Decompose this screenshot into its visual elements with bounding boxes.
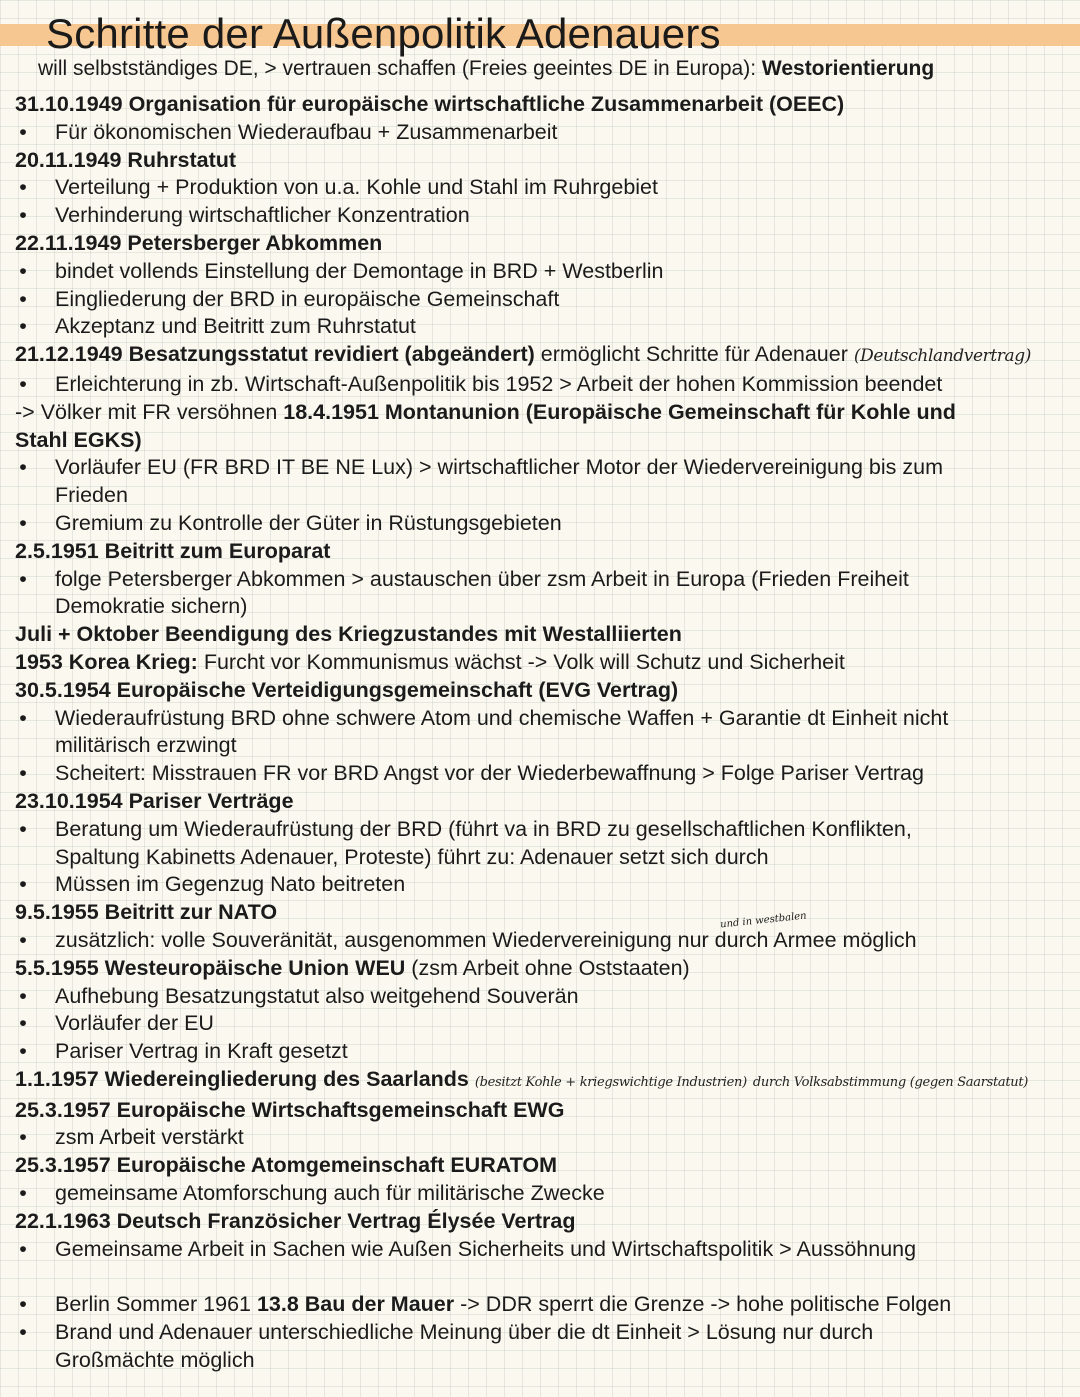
- bullet-icon: •: [19, 203, 27, 228]
- entry-heading-ewg: 25.3.1957 Europäische Wirtschaftsgemeinschaft EWG: [15, 1097, 565, 1122]
- list-item: • Für ökonomischen Wiederaufbau + Zusammenarbeit: [15, 119, 1065, 147]
- list-item: • Eingliederung der BRD in europäische Gemeinschaft: [15, 286, 1065, 314]
- list-item: • Vorläufer EU (FR BRD IT BE NE Lux) > wirtschaftlicher Motor der Wiedervereinigung bis zum Frieden: [15, 454, 1065, 510]
- entry-heading-saarland: 1.1.1957 Wiedereingliederung des Saarlands (besitzt Kohle + kriegswichtige Industrien) durch Volksabstimmung (gegen Saarstatut): [15, 1066, 1029, 1091]
- entry-heading-besatzungsstatut: 21.12.1949 Besatzungsstatut revidiert (abgeändert) ermöglicht Schritte für Adenauer (Deutschlandvertrag): [15, 342, 1031, 367]
- bullet-icon: •: [19, 510, 27, 535]
- list-item: • Berlin Sommer 1961 13.8 Bau der Mauer -> DDR sperrt die Grenze -> hohe politische Folgen: [15, 1291, 1065, 1319]
- list-item: • zusätzlich: volle Souveränität, ausgenommen Wiedervereinigung nur durch Armee möglich und in westbalen: [15, 927, 1065, 955]
- entry-heading-pariser-vertraege: 23.10.1954 Pariser Verträge: [15, 788, 294, 813]
- subtitle-text: will selbstständiges DE, > vertrauen schaffen (Freies geeintes DE in Europa):: [38, 57, 762, 80]
- bullet-icon: •: [19, 705, 27, 730]
- entry-heading-weu: 5.5.1955 Westeuropäische Union WEU (zsm Arbeit ohne Oststaaten): [15, 955, 690, 980]
- bullet-icon: •: [19, 816, 27, 841]
- subtitle-keyword: Westorientierung: [761, 57, 935, 80]
- bullet-icon: •: [19, 1320, 27, 1345]
- handwritten-note: und in westbalen: [719, 910, 808, 931]
- bullet-icon: •: [19, 455, 27, 480]
- entry-heading-oeec: 31.10.1949 Organisation für europäische wirtschaftliche Zusammenarbeit (OEEC): [15, 92, 845, 116]
- bullet-icon: •: [19, 566, 27, 591]
- bullet-icon: •: [19, 1181, 27, 1206]
- list-item: • Verteilung + Produktion von u.a. Kohle und Stahl im Ruhrgebiet: [15, 174, 1065, 202]
- bullet-icon: •: [19, 1039, 27, 1064]
- subtitle: [38, 55, 934, 83]
- spacer: [15, 1263, 1065, 1291]
- handwritten-note: (besitzt Kohle + kriegswichtige Industrien): [474, 1074, 747, 1090]
- entry-heading-montanunion: -> Völker mit FR versöhnen 18.4.1951 Montanunion (Europäische Gemeinschaft für Kohle und: [15, 399, 956, 424]
- list-item: • Gemeinsame Arbeit in Sachen wie Außen Sicherheits und Wirtschaftspolitik > Aussöhnung: [15, 1236, 1065, 1264]
- bullet-icon: •: [19, 119, 27, 144]
- list-item: • Gremium zu Kontrolle der Güter in Rüstungsgebieten: [15, 510, 1065, 538]
- entry-heading-elysee: 22.1.1963 Deutsch Französicher Vertrag Élysée Vertrag: [15, 1208, 576, 1233]
- list-item: • Wiederaufrüstung BRD ohne schwere Atom und chemische Waffen + Garantie dt Einheit nicht militärisch erzwingt: [15, 705, 1065, 761]
- entry-heading-ruhrstatut: 20.11.1949 Ruhrstatut: [15, 147, 237, 172]
- list-item: • Scheitert: Misstrauen FR vor BRD Angst vor der Wiederbewaffnung > Folge Pariser Vertrag: [15, 760, 1065, 788]
- entry-heading-europarat: 2.5.1951 Beitritt zum Europarat: [15, 538, 331, 563]
- list-item: • Vorläufer der EU: [15, 1010, 1065, 1038]
- list-item: • gemeinsame Atomforschung auch für militärische Zwecke: [15, 1180, 1065, 1208]
- entry-heading-montanunion-cont: Stahl EGKS): [15, 427, 142, 452]
- bullet-icon: •: [19, 286, 27, 311]
- entry-heading-evg: 30.5.1954 Europäische Verteidigungsgemeinschaft (EVG Vertrag): [15, 677, 679, 702]
- list-item: • Brand und Adenauer unterschiedliche Meinung über die dt Einheit > Lösung nur durch Großmächte möglich: [15, 1319, 1065, 1375]
- entry-heading-kriegszustand: Juli + Oktober Beendigung des Kriegzustandes mit Westalliierten: [15, 622, 682, 647]
- bullet-icon: •: [19, 1125, 27, 1150]
- entry-heading-euratom: 25.3.1957 Europäische Atomgemeinschaft EURATOM: [15, 1153, 558, 1178]
- entry-heading-korea: 1953 Korea Krieg: Furcht vor Kommunismus wächst -> Volk will Schutz und Sicherheit: [15, 649, 845, 674]
- list-item: • folge Petersberger Abkommen > austauschen über zsm Arbeit in Europa (Frieden Freiheit Demokratie sichern): [15, 566, 1065, 622]
- entry-heading-petersberger: 22.11.1949 Petersberger Abkommen: [15, 230, 383, 255]
- bullet-icon: •: [19, 175, 27, 200]
- list-item: • bindet vollends Einstellung der Demontage in BRD + Westberlin: [15, 258, 1065, 286]
- entry-heading-nato: 9.5.1955 Beitritt zur NATO: [15, 900, 278, 925]
- handwritten-note: (Deutschlandvertrag): [853, 346, 1031, 367]
- bullet-icon: •: [19, 258, 27, 283]
- list-item: • Akzeptanz und Beitritt zum Ruhrstatut: [15, 313, 1065, 341]
- bullet-icon: •: [19, 1236, 27, 1261]
- list-item: • Pariser Vertrag in Kraft gesetzt: [15, 1038, 1065, 1066]
- bullet-icon: •: [19, 1292, 27, 1317]
- bullet-icon: •: [19, 371, 27, 396]
- handwritten-note: durch Volksabstimmung (gegen Saarstatut): [752, 1074, 1029, 1090]
- list-item: • Aufhebung Besatzungstatut also weitgehend Souverän: [15, 983, 1065, 1011]
- list-item: • Verhinderung wirtschaftlicher Konzentration: [15, 202, 1065, 230]
- bullet-icon: •: [19, 1011, 27, 1036]
- notes-body: [15, 91, 1065, 1375]
- bullet-icon: •: [19, 927, 27, 952]
- bullet-icon: •: [19, 872, 27, 897]
- list-item: • Erleichterung in zb. Wirtschaft-Außenpolitik bis 1952 > Arbeit der hohen Kommission beendet: [15, 371, 1065, 399]
- list-item: • zsm Arbeit verstärkt: [15, 1124, 1065, 1152]
- list-item: • Müssen im Gegenzug Nato beitreten: [15, 871, 1065, 899]
- list-item: • Beratung um Wiederaufrüstung der BRD (führt va in BRD zu gesellschaftlichen Konflikten, Spaltung Kabinetts Adenauer, Proteste) führt zu: Adenauer setzt sich durch: [15, 816, 1065, 872]
- bullet-icon: •: [19, 983, 27, 1008]
- bullet-icon: •: [19, 314, 27, 339]
- page-title: Schritte der Außenpolitik Adenauers: [46, 10, 721, 57]
- bullet-icon: •: [19, 761, 27, 786]
